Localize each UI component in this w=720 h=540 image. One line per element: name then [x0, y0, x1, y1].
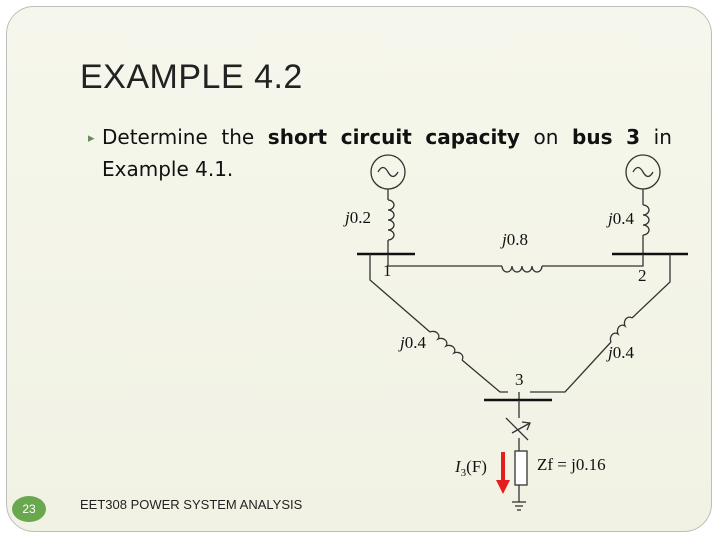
line-2-3-reactance-coil: [610, 317, 632, 342]
line-1-2: [388, 254, 643, 272]
bullet-word: the: [221, 125, 255, 149]
slide-title: EXAMPLE 4.2: [80, 58, 303, 96]
line-1-2-reactance-label: j0.8: [502, 230, 528, 249]
bullet-word: ▸ Determine: [88, 122, 208, 154]
generator-1-reactance-coil: [388, 200, 394, 240]
bus-3-label: 3: [515, 370, 524, 389]
line-2-3-reactance-label: j0.4: [608, 343, 634, 362]
bullet-line-2-text: Example 4.1.: [102, 157, 234, 181]
bullet-icon: ▸: [88, 131, 95, 146]
bullet-word: capacity: [425, 125, 520, 149]
bus-1-label: 1: [383, 261, 392, 280]
bus-2-label: 2: [638, 266, 647, 285]
line-1-3-reactance-label: j0.4: [400, 333, 426, 352]
generator-2: [626, 155, 660, 254]
bullet-word: 3: [626, 125, 641, 149]
line-1-3-reactance-coil: [430, 331, 463, 360]
slide-number-badge: 23: [12, 496, 46, 522]
generator-2-sine-icon: [633, 168, 653, 177]
bullet-word: in: [653, 125, 672, 149]
footer-course-title: EET308 POWER SYSTEM ANALYSIS: [80, 497, 303, 512]
bullet-word: short: [267, 125, 328, 149]
line-1-2-reactance-coil: [502, 266, 542, 272]
fault-impedance-label: Zf = j0.16: [537, 455, 606, 474]
fault-branch: [506, 400, 530, 510]
bullet-word: circuit: [340, 125, 412, 149]
gen2-reactance-label: j0.4: [608, 209, 634, 228]
bullet-word: on: [533, 125, 559, 149]
generator-2-reactance-coil: [643, 205, 649, 235]
line-2-3: [530, 254, 670, 392]
fault-current-label: $I_3(F)$: [455, 457, 487, 479]
gen1-reactance-label: j0.2: [345, 208, 371, 227]
generator-1-sine-icon: [378, 168, 398, 177]
generator-1: [371, 155, 405, 254]
fault-impedance-box: [515, 451, 527, 485]
fault-switch-icon: [506, 418, 530, 440]
ground-icon: [512, 502, 526, 510]
bullet-word: bus: [572, 125, 613, 149]
fault-current-arrow-icon: [496, 452, 510, 494]
